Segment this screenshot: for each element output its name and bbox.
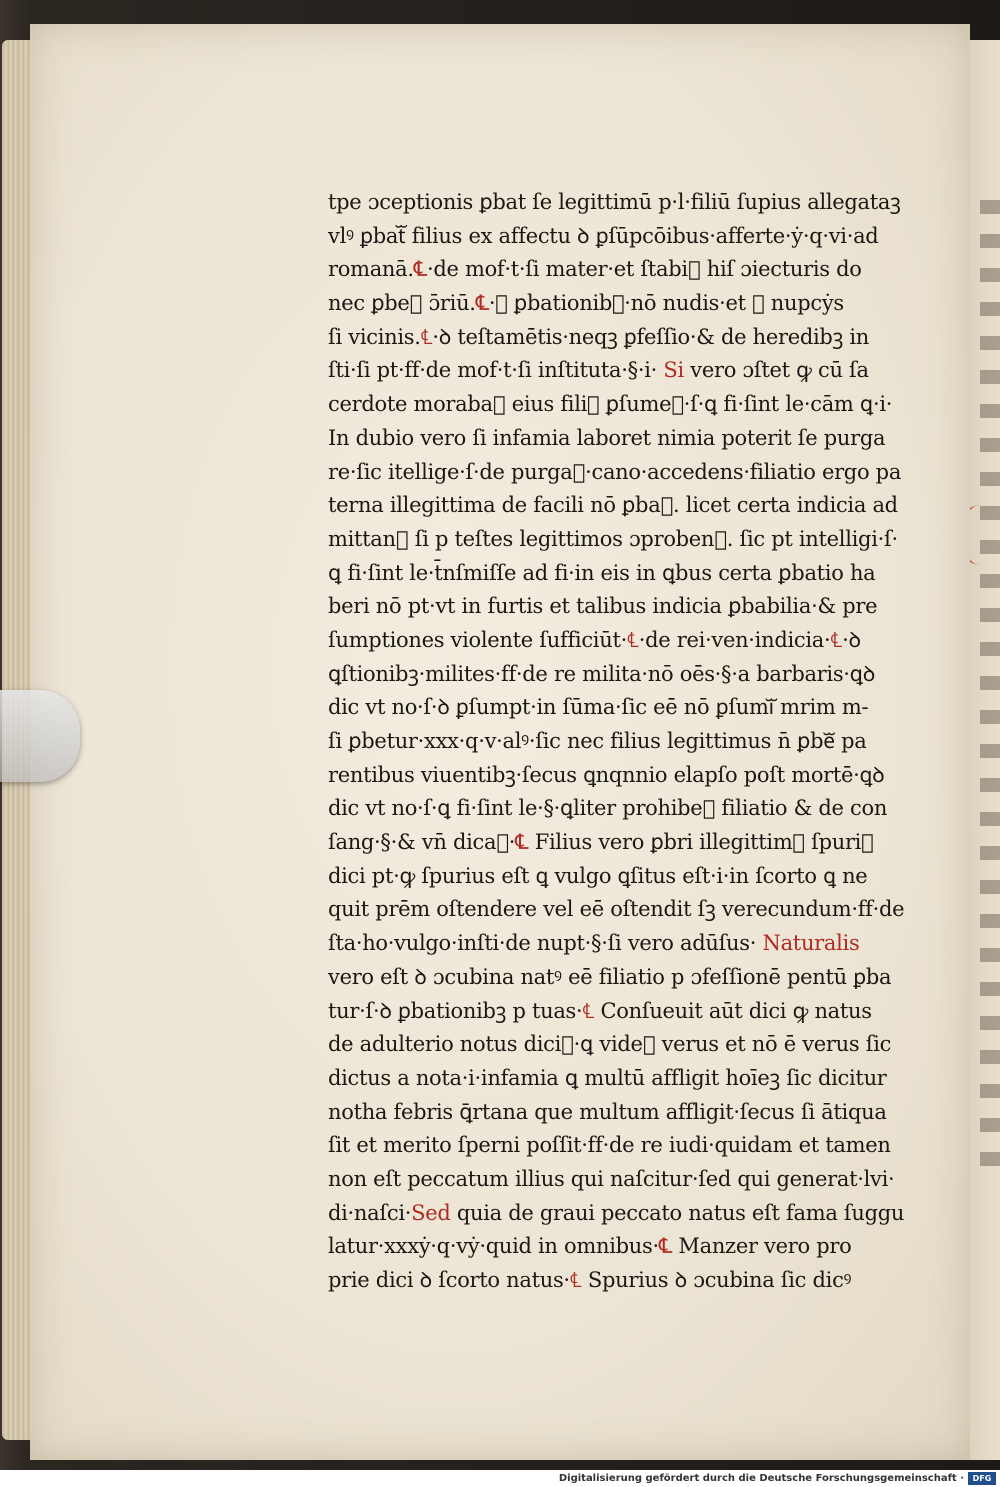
funding-credit: Digitalisierung gefördert durch die Deutsche Forschungsgemeinschaft · <box>558 1473 964 1484</box>
text-segment: di·naſci· <box>328 1200 412 1225</box>
text-segment: de adulterio notus diciᷓ·ꝗ videᷓ verus et nō ē verus ſic <box>328 1032 892 1057</box>
text-line <box>328 792 940 826</box>
text-line <box>328 1129 940 1163</box>
text-line <box>328 624 940 658</box>
text-segment: quit prēm oſtendere vel eē oſtendit ſꝫ verecundum·ff·de <box>328 897 905 922</box>
text-segment: dici pt·ꝙ ſpurius eſt ꝗ vulgo ꝗſitus eſt·i·in ſcorto ꝗ ne <box>328 863 868 888</box>
text-segment: Spurius ꝺ ɔcubina ſic dicꝰ <box>581 1268 852 1292</box>
text-line <box>328 557 940 591</box>
text-segment: tpe ɔceptionis ꝑbat ſe legittimū p·l·filiū ſupius allegataꝫ <box>328 190 901 214</box>
text-line <box>328 489 940 523</box>
rubric-mark: Sed <box>411 1200 451 1225</box>
text-segment: vero ɔſtet ꝙ cū ſa <box>683 358 869 383</box>
text-segment: ·de rei·ven·indicia· <box>638 627 831 652</box>
text-line <box>328 759 940 793</box>
text-segment: cerdote morabaᷓ eius filiꝰ ꝑſumeᷓ·ſ·ꝗ fi·ſint le·cām ꝗ·i· <box>328 392 893 417</box>
text-segment: ſit et merito ſperni poſſit·ff·de re iudi·quidam et tamen <box>328 1133 891 1158</box>
text-segment: mittanᷓ ſi p teſtes legittimos ɔprobenᷓ. ſic pt intelligi·ſ· <box>328 526 898 551</box>
text-line <box>328 287 940 321</box>
text-segment: dictus a nota·i·infamia ꝗ multū affligit hoīeꝫ ſic dicitur <box>328 1065 887 1090</box>
text-line <box>328 1197 940 1231</box>
text-line <box>328 456 940 490</box>
text-segment: quia de graui peccato natus eſt fama ſuggu <box>450 1200 905 1225</box>
text-segment: rentibus viuentibꝫ·ſecus ꝗnqnnio elapſo poſt mortē·ꝗꝺ <box>328 762 885 787</box>
text-line <box>328 860 940 894</box>
text-line <box>328 1264 940 1298</box>
text-segment: ſi vicinis. <box>328 324 421 349</box>
rubric-mark: ℄ <box>569 1268 582 1292</box>
text-segment: dic vt no·ſ·ꝺ ꝑſumpt·in ſūma·ſic eē nō ꝑſumiᷓ mrim m- <box>328 695 869 720</box>
text-segment: re·ſic itellige·ſ·de purgaᷓ·cano·accedens·filiatio ergo pa <box>328 459 902 484</box>
text-segment: ſi ꝑbetur·xxx·q·v·alꝰ·ſic nec filius legittimus n̄ ꝑbeᷓ pa <box>328 729 867 753</box>
text-line <box>328 1096 940 1130</box>
text-line <box>328 658 940 692</box>
rubric-mark: ℄ <box>515 830 529 855</box>
text-line <box>328 220 940 254</box>
text-segment: In dubio vero ſi infamia laboret nimia poterit ſe purga <box>328 425 886 450</box>
rubric-mark: ℄ <box>420 324 433 349</box>
page-clip <box>0 690 80 782</box>
text-line <box>328 354 940 388</box>
rubric-mark: ℄ <box>626 627 639 652</box>
text-segment: Manzer vero pro <box>672 1234 852 1259</box>
text-segment: ꝗ fi·ſint le·t̄nſmiſſe ad fi·in eis in ꝗbus certa ꝑbatio ha <box>328 560 876 585</box>
rubric-mark: ℄ <box>413 257 427 282</box>
text-segment: non eſt peccatum illius qui naſcitur·ſed qui generat·lvi· <box>328 1166 895 1191</box>
text-segment: Filius vero ꝑbri illegittimꝰ ſpuriꝰ <box>528 830 874 855</box>
text-line <box>328 1028 940 1062</box>
text-line <box>328 995 940 1029</box>
text-segment: ·ꝺ teſtamētis·neqꝫ ꝑfeſſio·& de heredibꝫ in <box>432 324 870 349</box>
text-segment: tur·ſ·ꝺ ꝑbationibꝫ p tuas· <box>328 998 583 1023</box>
printed-text-block <box>328 186 940 1298</box>
text-line <box>328 321 940 355</box>
facing-page-text-fragment <box>980 200 1000 1180</box>
text-segment: nec ꝑbeᷓ ɔ̄riū. <box>328 291 476 316</box>
text-segment: vero eſt ꝺ ɔcubina natꝰ eē filiatio p ɔfeſſionē pentū ꝑba <box>328 964 892 989</box>
text-line <box>328 1163 940 1197</box>
text-line <box>328 1062 940 1096</box>
text-segment: ꝗſtionibꝫ·milites·ff·de re milita·nō oēs·§·a barbaris·ꝗꝺ <box>328 661 875 686</box>
rubric-mark: Naturalis <box>756 931 860 956</box>
dfg-logo: DFG <box>968 1472 996 1485</box>
text-line <box>328 523 940 557</box>
text-line <box>328 893 940 927</box>
rubric-mark: ℄ <box>475 291 489 316</box>
text-segment: ·ꝺ ꝑbationibꝫ·nō nudis·et ꝺ nupcẏs <box>488 291 844 316</box>
text-segment: ·de mof·t·ſi mater·et ſtabiᷓ hiſ ɔiecturis do <box>426 257 862 282</box>
rubric-mark: ℄ <box>582 998 595 1023</box>
text-line <box>328 691 940 725</box>
text-line <box>328 1230 940 1264</box>
text-segment: ·ꝺ <box>842 627 861 652</box>
text-segment: ſang·§·& vn̄ dicaᷓ· <box>328 830 516 855</box>
text-segment: prie dici ꝺ ſcorto natus· <box>328 1268 570 1292</box>
text-segment: ſta·ho·vulgo·inſti·de nupt·§·ſi vero adūſus· <box>328 931 757 956</box>
text-segment: beri nō pt·vt in furtis et talibus indicia ꝑbabilia·& pre <box>328 594 878 619</box>
rubric-mark: ℄ <box>658 1234 673 1259</box>
text-line <box>328 253 940 287</box>
rubric-mark: Si <box>657 358 684 383</box>
text-line <box>328 590 940 624</box>
text-line <box>328 725 940 759</box>
text-segment: Conſueuit aūt dici ꝙ natus <box>594 998 872 1023</box>
text-line <box>328 186 940 220</box>
text-segment: dic vt no·ſ·ꝗ fi·ſint le·§·ꝗliter prohibeᷓ filiatio & de con <box>328 796 888 821</box>
text-segment: ſti·ſi pt·ff·de mof·t·ſi inſtituta·§·i· <box>328 358 658 383</box>
rubric-mark: ℄ <box>830 627 843 652</box>
text-line <box>328 826 940 860</box>
text-segment: romanā. <box>328 257 414 282</box>
text-segment: latur·xxxẏ·q·vẏ·quid in omnibus· <box>328 1234 659 1259</box>
text-segment: vlꝰ ꝑbatᷓ filius ex affectu ꝺ ꝑſūpcōibus·afferte·ẏ·q·vi·ad <box>328 223 879 248</box>
footer-bar <box>0 1470 1000 1487</box>
text-line <box>328 422 940 456</box>
text-line <box>328 927 940 961</box>
text-line <box>328 961 940 995</box>
text-segment: ſumptiones violente ſufficiūt· <box>328 627 627 652</box>
text-segment: terna illegittima de facili nō ꝑbaᷓ. licet certa indicia ad <box>328 493 898 518</box>
text-line <box>328 388 940 422</box>
text-segment: notha febris ꝗ̄rtana que multum affligit·ſecus ſi ātiqua <box>328 1099 887 1124</box>
